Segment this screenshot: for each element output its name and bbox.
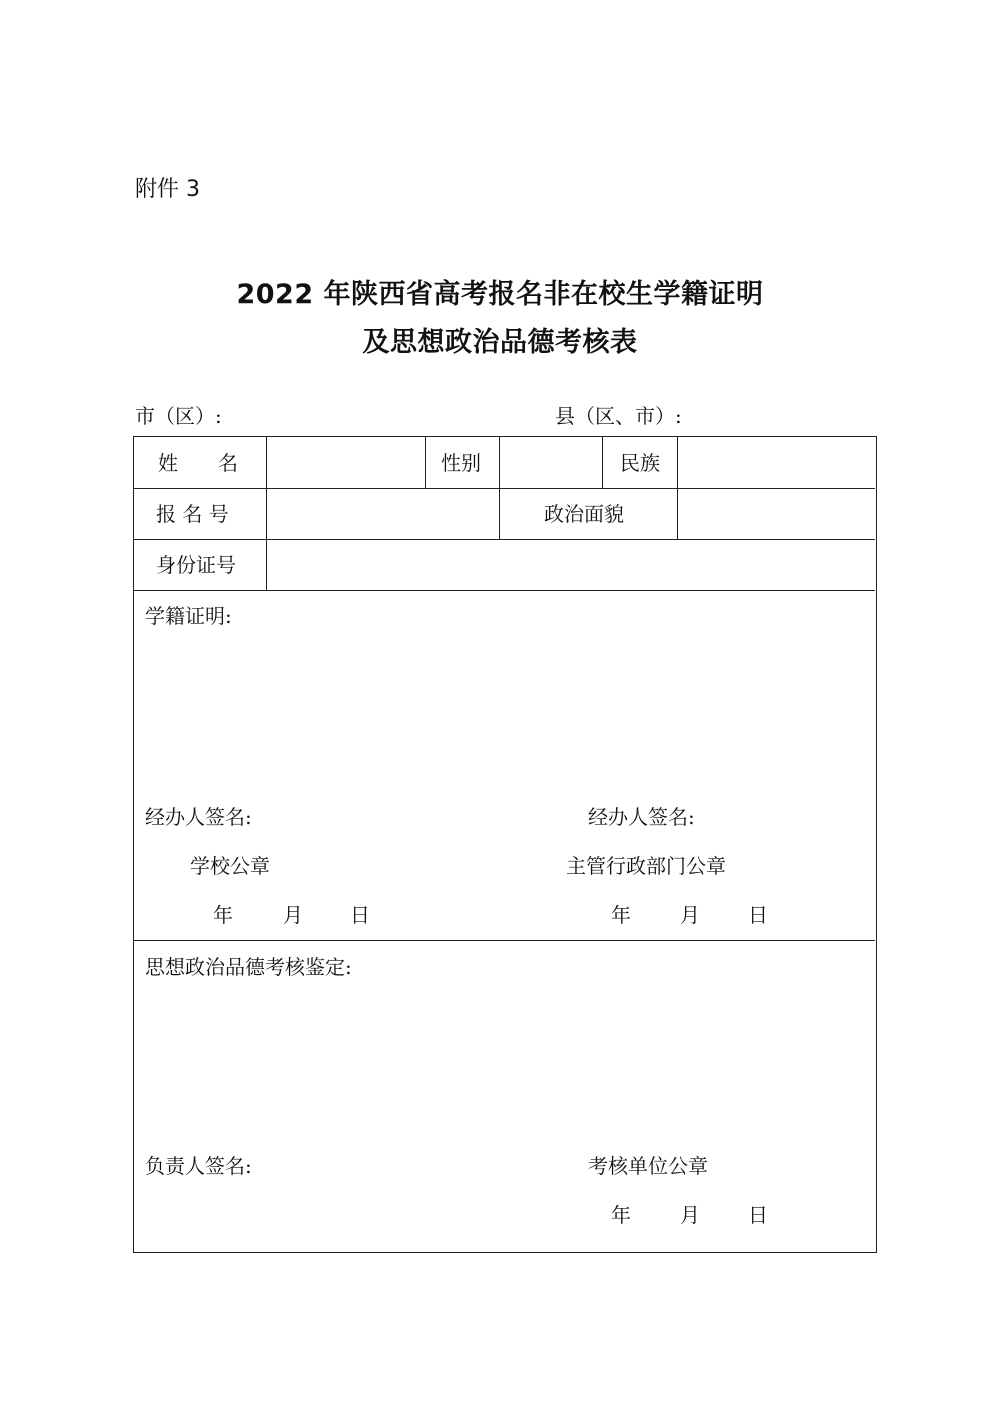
form-title-line2: 及思想政治品德考核表 bbox=[362, 327, 638, 358]
admin-handler-signature-label: 经办人签名: bbox=[588, 805, 695, 829]
school-date-day: 日 bbox=[350, 903, 370, 927]
id-number-label: 身份证号 bbox=[156, 553, 236, 577]
admin-date-month: 月 bbox=[680, 903, 700, 927]
row-divider bbox=[134, 590, 875, 591]
row-divider bbox=[134, 488, 875, 489]
column-divider bbox=[499, 437, 500, 539]
registration-no-field[interactable] bbox=[274, 504, 494, 526]
county-label: 县（区、市）: bbox=[555, 404, 682, 428]
column-divider bbox=[425, 437, 426, 488]
form-table bbox=[133, 436, 877, 1253]
school-handler-signature-label: 经办人签名: bbox=[145, 805, 252, 829]
ethnicity-field[interactable] bbox=[684, 453, 869, 475]
school-date-year: 年 bbox=[213, 903, 233, 927]
column-divider bbox=[266, 437, 267, 590]
attachment-label: 附件 3 bbox=[135, 177, 200, 202]
registration-no-label: 报 名 号 bbox=[156, 502, 229, 526]
gender-field[interactable] bbox=[506, 453, 596, 475]
political-status-label: 政治面貌 bbox=[544, 502, 624, 526]
column-divider bbox=[677, 437, 678, 539]
column-divider bbox=[602, 437, 603, 488]
ethnicity-label: 民族 bbox=[620, 451, 660, 475]
admin-date-year: 年 bbox=[611, 903, 631, 927]
admin-seal-label: 主管行政部门公章 bbox=[566, 854, 726, 878]
section-divider bbox=[134, 940, 875, 941]
school-date-month: 月 bbox=[283, 903, 303, 927]
city-label: 市（区）: bbox=[135, 404, 222, 428]
school-seal-label: 学校公章 bbox=[190, 854, 270, 878]
review-date-year: 年 bbox=[611, 1203, 631, 1227]
admin-date-day: 日 bbox=[748, 903, 768, 927]
row-divider bbox=[134, 539, 875, 540]
political-status-field[interactable] bbox=[684, 504, 869, 526]
name-label: 姓 名 bbox=[158, 451, 238, 475]
moral-review-heading: 思想政治品德考核鉴定: bbox=[145, 955, 352, 979]
student-status-heading: 学籍证明: bbox=[145, 604, 232, 628]
review-unit-seal-label: 考核单位公章 bbox=[588, 1154, 708, 1178]
gender-label: 性别 bbox=[441, 451, 481, 475]
review-date-month: 月 bbox=[680, 1203, 700, 1227]
name-field[interactable] bbox=[274, 453, 419, 475]
review-date-day: 日 bbox=[748, 1203, 768, 1227]
form-title-line1: 2022 年陕西省高考报名非在校生学籍证明 bbox=[236, 279, 764, 310]
id-number-field[interactable] bbox=[274, 555, 869, 577]
responsible-signature-label: 负责人签名: bbox=[145, 1154, 252, 1178]
